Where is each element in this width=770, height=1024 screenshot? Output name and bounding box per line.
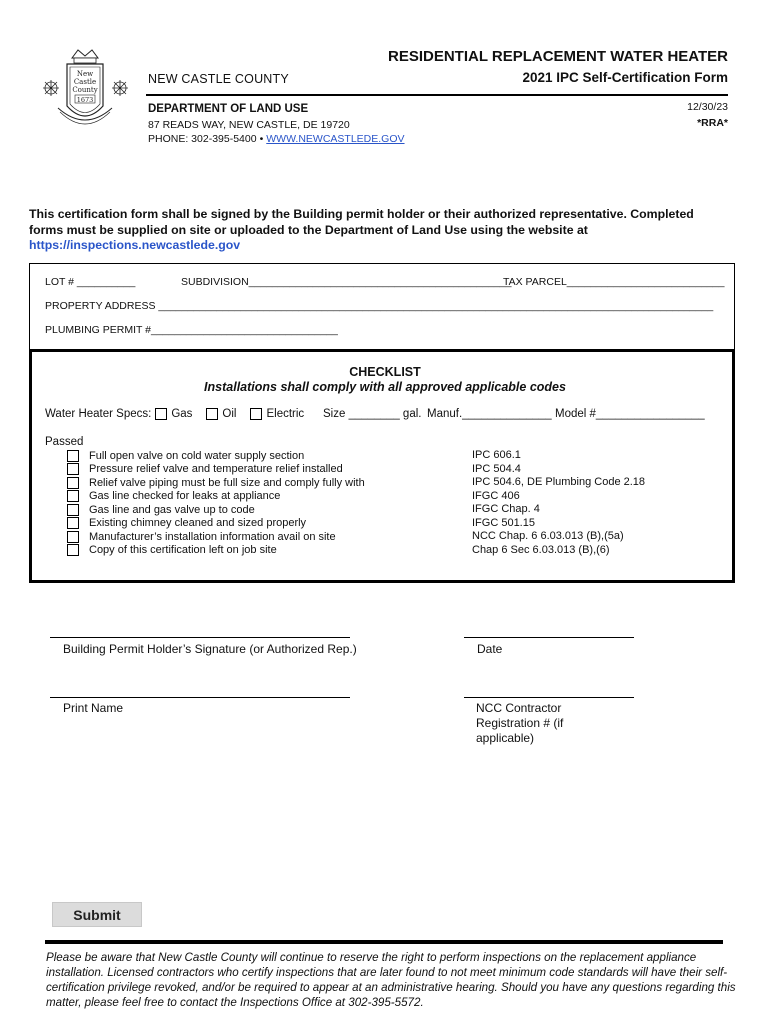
item-label: Manufacturer’s installation information avail on site xyxy=(89,530,336,543)
footer-divider xyxy=(45,940,723,944)
water-heater-specs xyxy=(45,408,304,420)
contractor-label-line: NCC Contractor xyxy=(476,701,562,715)
item-label: Full open valve on cold water supply section xyxy=(89,449,305,462)
specs-label: Water Heater Specs: xyxy=(45,408,152,420)
manufacturer-field[interactable]: Manuf.______________ xyxy=(427,408,552,420)
header-divider xyxy=(146,94,728,96)
gas-label: Gas xyxy=(171,408,193,420)
svg-text:County: County xyxy=(72,86,98,94)
checklist-item xyxy=(67,476,727,490)
portal-link[interactable]: https://inspections.newcastlede.gov xyxy=(29,238,241,252)
item-checkbox[interactable] xyxy=(67,477,79,489)
date-line[interactable] xyxy=(464,637,634,638)
checklist-title: CHECKLIST xyxy=(349,365,421,379)
plumbing-permit-field[interactable]: PLUMBING PERMIT #________________________________ xyxy=(45,324,338,336)
item-code: NCC Chap. 6 6.03.013 (B),(5a) xyxy=(472,530,624,542)
form-code: *RRA* xyxy=(697,117,728,129)
item-checkbox[interactable] xyxy=(67,504,79,516)
form-date: 12/30/23 xyxy=(687,101,728,113)
department-address: 87 READS WAY, NEW CASTLE, DE 19720 xyxy=(148,119,350,131)
checklist-item xyxy=(67,449,727,463)
subdivision-field[interactable]: SUBDIVISION_____________________________________________ xyxy=(181,276,512,288)
checklist-item xyxy=(67,463,727,477)
passed-label: Passed xyxy=(45,436,84,448)
contractor-label-line: Registration # (if xyxy=(476,716,564,730)
svg-text:New: New xyxy=(76,70,94,78)
contractor-registration-label xyxy=(476,701,563,746)
item-checkbox[interactable] xyxy=(67,463,79,475)
phone-number: PHONE: 302-395-5400 xyxy=(148,133,257,145)
item-checkbox[interactable] xyxy=(67,490,79,502)
county-name: NEW CASTLE COUNTY xyxy=(148,72,289,86)
item-label: Copy of this certification left on job site xyxy=(89,544,277,557)
separator: • xyxy=(259,133,264,145)
item-code: IFGC Chap. 4 xyxy=(472,503,540,515)
checklist-item xyxy=(67,517,727,531)
form-title: RESIDENTIAL REPLACEMENT WATER HEATER xyxy=(387,48,728,65)
svg-text:Castle: Castle xyxy=(73,78,97,86)
item-label: Existing chimney cleaned and sized properly xyxy=(89,517,307,530)
contractor-registration-line[interactable] xyxy=(464,697,634,698)
signature-label: Building Permit Holder’s Signature (or Authorized Rep.) xyxy=(63,642,357,656)
print-name-label: Print Name xyxy=(63,701,124,715)
checklist-item xyxy=(67,503,727,517)
item-code: IPC 504.4 xyxy=(472,462,521,475)
checklist-item xyxy=(67,490,727,504)
print-name-line[interactable] xyxy=(50,697,350,698)
svg-text:1673: 1673 xyxy=(76,96,94,104)
date-label: Date xyxy=(477,642,503,656)
oil-label: Oil xyxy=(222,408,237,420)
item-code: IFGC 501.15 xyxy=(472,516,535,529)
checklist-items xyxy=(67,449,727,557)
item-checkbox[interactable] xyxy=(67,517,79,529)
gas-checkbox[interactable] xyxy=(155,408,167,420)
item-label: Gas line checked for leaks at appliance xyxy=(89,490,281,503)
tax-parcel-field[interactable]: TAX PARCEL___________________________ xyxy=(503,276,725,288)
item-code: IFGC 406 xyxy=(472,489,520,502)
item-checkbox[interactable] xyxy=(67,531,79,543)
website-link[interactable]: WWW.NEWCASTLEDE.GOV xyxy=(266,133,405,145)
checklist-subtitle: Installations shall comply with all approved applicable codes xyxy=(204,380,566,394)
item-checkbox[interactable] xyxy=(67,450,79,462)
electric-label: Electric xyxy=(266,408,305,420)
checklist-item xyxy=(67,544,727,558)
contact-line xyxy=(148,133,405,145)
oil-checkbox[interactable] xyxy=(206,408,218,420)
electric-checkbox[interactable] xyxy=(250,408,262,420)
property-address-field[interactable]: PROPERTY ADDRESS _______________________________________________________________________________________________ xyxy=(45,300,714,312)
item-code: Chap 6 Sec 6.03.013 (B),(6) xyxy=(472,543,610,556)
signature-line[interactable] xyxy=(50,637,350,638)
intro-text: This certification form shall be signed by the Building permit holder or their authorized representative. Completed forms must be supplied on site or uploaded to the Department of Land Use using the website at xyxy=(29,207,694,237)
footer-notice: Please be aware that New Castle County will continue to reserve the right to perform inspections on the replacement appliance installation. Licensed contractors who certify inspections that are later found to not meet minimum code standards will have their self-certification privilege revoked, and/or be required to appear at an administrative hearing. Should you have any questions regarding this matter, please feel free to contact the Inspections Office at 302-395-5572. xyxy=(46,951,736,1009)
item-code: IPC 504.6, DE Plumbing Code 2.18 xyxy=(472,476,646,488)
form-subtitle: 2021 IPC Self-Certification Form xyxy=(522,70,728,85)
intro-paragraph xyxy=(29,207,729,254)
item-code: IPC 606.1 xyxy=(472,449,521,461)
item-label: Relief valve piping must be full size and comply fully with xyxy=(89,476,365,489)
contractor-label-line: applicable) xyxy=(476,731,535,745)
department-name: DEPARTMENT OF LAND USE xyxy=(148,103,309,115)
size-field[interactable]: Size ________ gal. xyxy=(323,408,422,420)
model-field[interactable]: Model #_________________ xyxy=(555,408,705,420)
item-label: Pressure relief valve and temperature relief installed xyxy=(89,463,343,476)
county-seal-logo xyxy=(38,46,133,131)
submit-button[interactable]: Submit xyxy=(52,902,142,927)
item-checkbox[interactable] xyxy=(67,544,79,556)
lot-field[interactable]: LOT # __________ xyxy=(45,276,136,288)
checklist-item xyxy=(67,530,727,544)
item-label: Gas line and gas valve up to code xyxy=(89,503,255,516)
